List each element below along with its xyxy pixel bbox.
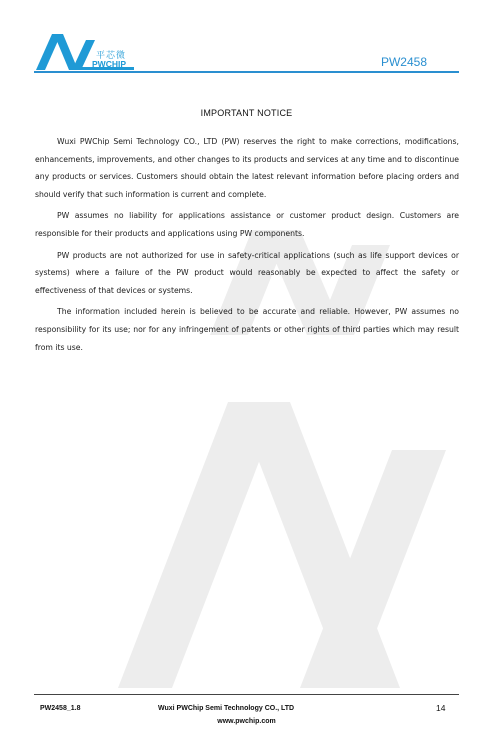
footer-page-number: 14: [436, 703, 446, 713]
notice-paragraph-3: PW products are not authorized for use in safety-critical applications (such as life support devices or systems) where a failure of the PW product would reasonably be expected to affect the safety or effectiveness of that devices or systems.: [35, 250, 459, 295]
header-divider: [34, 71, 459, 73]
pwchip-logo: [34, 30, 144, 72]
logo-chinese-name: 平芯微: [96, 51, 127, 61]
notice-paragraph-2: PW assumes no liability for applications assistance or customer product design. Customers are responsible for their products and applications using PW components.: [35, 211, 459, 238]
notice-body: [35, 133, 459, 360]
logo-english-name: PWCHIP: [92, 59, 126, 69]
footer-doc-version: PW2458_1.8: [40, 705, 81, 712]
notice-paragraph-4: The information included herein is believed to be accurate and reliable. However, PW assumes no responsibility for its use; nor for any infringement of patents or other rights of third parties which may result from its use.: [35, 307, 459, 352]
footer-company-name: Wuxi PWChip Semi Technology CO., LTD: [158, 705, 295, 712]
notice-paragraph-1: Wuxi PWChip Semi Technology CO., LTD (PW) reserves the right to make corrections, modifications, enhancements, improvements, and other changes to its products and services at any time and to discontinue any products or services. Customers should obtain the latest relevant information before placing orders and should verify that such information is current and complete.: [35, 137, 459, 199]
notice-title: IMPORTANT NOTICE: [200, 108, 293, 118]
header-part-number: PW2458: [380, 55, 427, 69]
footer-website-link[interactable]: www.pwchip.com: [217, 718, 276, 725]
footer-divider: [34, 694, 459, 695]
